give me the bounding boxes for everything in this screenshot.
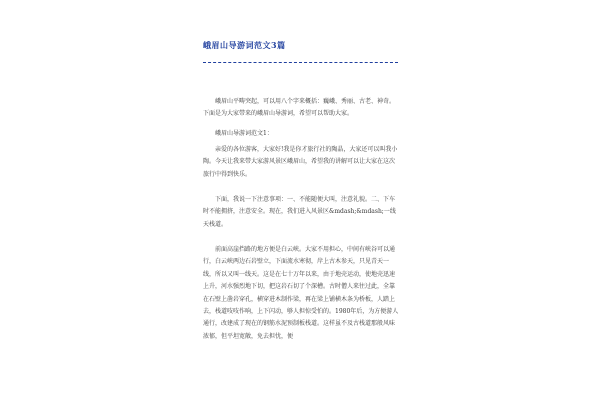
title-divider: [203, 62, 398, 63]
document-title: 峨眉山导游词范文3篇: [203, 40, 286, 50]
greeting-paragraph: 亲爱的各位游客，大家好!我是你才旅行社的陶晶，大家还可以叫我小陶。今天让我来带大家游风景区峨眉山，希望我的讲解可以让大家在这次旅行中得到快乐。: [203, 146, 398, 178]
section-heading: 峨眉山导游词范文1：: [215, 130, 273, 137]
notice-paragraph: 下面，我说一下注意事项：一、不能随便大叫，注意礼貌。二、下车时不能拥挤，注意安全。现在，我们进入风景区&mdash;&mdash;一线天栈道。: [203, 196, 396, 228]
intro-paragraph: 峨眉山平畴突起，可以用八个字来概括：巍峨、秀丽、古老、神奇。下面是为大家带来的峨眉山导游词，希望可以帮助大家。: [203, 98, 396, 118]
gorge-paragraph: 前面高崖挡路的地方便是白云峡。大家不用担心，中间有峡谷可以通行，白云峡两边石岩壁立，下面流水寒彻，岸上古木参天，只见青天一线，所以又叫一线天。这是在七十万年以来，由于地壳运动，使地壳迅速上升，河水强烈地下切，把这岩石切了个深槽。古时僧人来往过此，全靠在石壁上凿岩穿孔，横穿进木制作梁，再在梁上铺横木条为桥板，人踏上去，栈道吱吱作响，上下闪动，够人担惊受怕的。1980年后，为方便游人通行，改建成了现在的钢筋水泥预制板栈道。这样虽不及古栈道那般风味浓郁，但平坦宽敞，免去担忧，便: [203, 246, 399, 340]
